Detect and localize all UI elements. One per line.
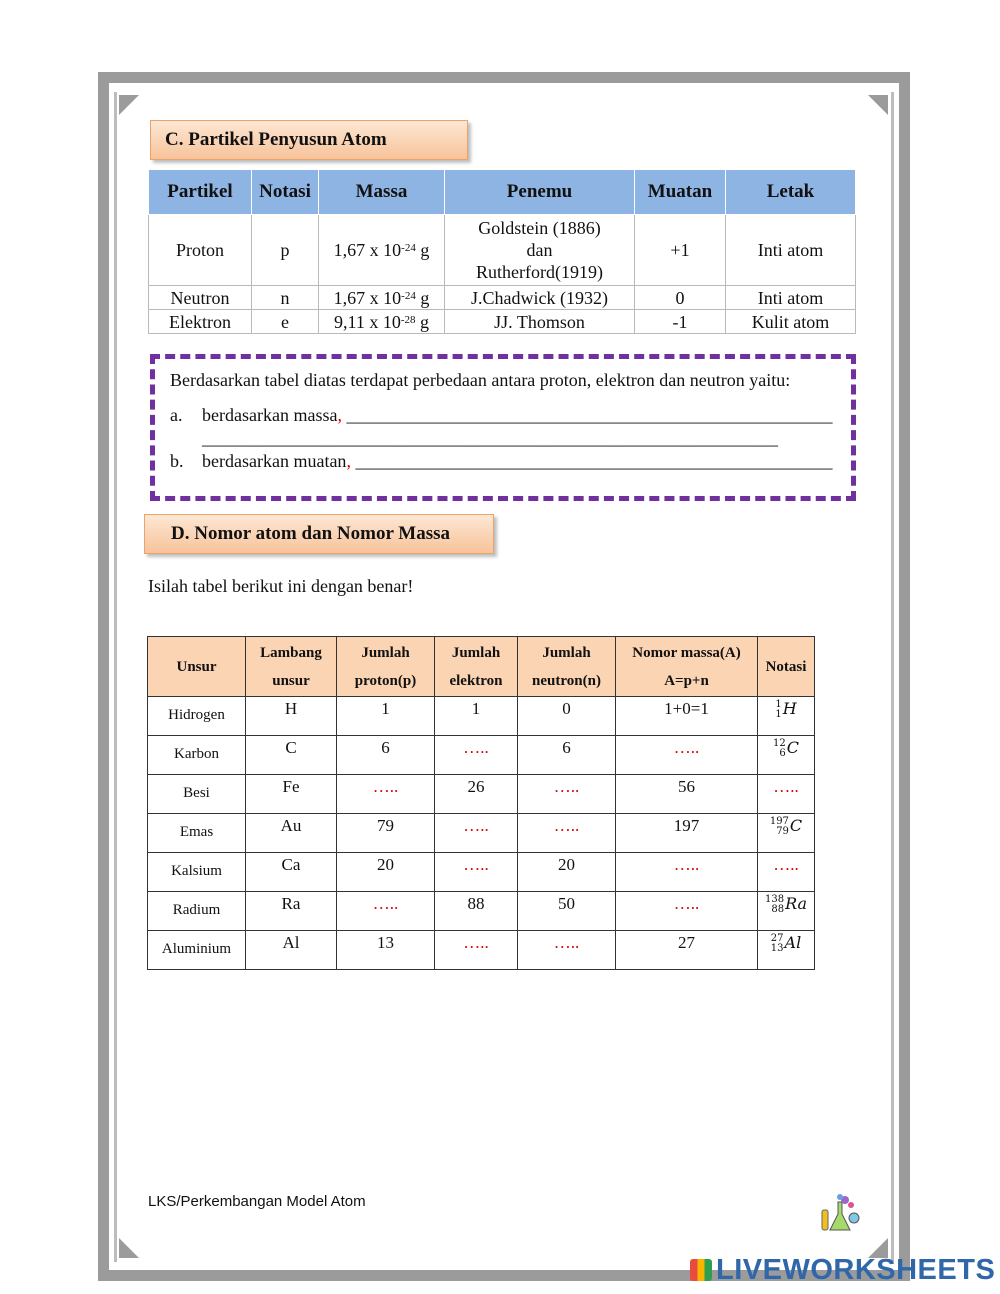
table-row (148, 931, 815, 970)
column-header: Penemu (445, 170, 635, 215)
cell-notasi (758, 736, 815, 775)
column-header: Notasi (252, 170, 319, 215)
cell-unsur: Aluminium (148, 931, 246, 970)
cell-notasi (758, 931, 815, 970)
cell-notasi: p (252, 215, 319, 286)
table-row (149, 310, 856, 334)
massa-base: 1,67 x 10 (333, 287, 402, 308)
massa-unit: g (415, 311, 429, 332)
footer-text: LKS/Perkembangan Model Atom (148, 1193, 366, 1210)
science-flask-icon (818, 1192, 862, 1236)
cell-partikel: Proton (149, 215, 252, 286)
cell-lambang: Al (246, 931, 337, 970)
answer-blank[interactable]: ….. (337, 892, 435, 931)
answer-blank[interactable]: ….. (435, 931, 518, 970)
question-box (150, 354, 856, 501)
answer-blank[interactable]: ….. (435, 853, 518, 892)
element-symbol: Ra (785, 894, 808, 913)
liveworksheets-mark-icon (690, 1259, 712, 1281)
question-intro: Berdasarkan tabel diatas terdapat perbedaan antara proton, elektron dan neutron yaitu: (170, 370, 791, 390)
column-header: Unsur (148, 637, 246, 697)
question-a (170, 404, 832, 427)
answer-blank[interactable]: ….. (616, 892, 758, 931)
column-header: Nomor massa(A) A=p+n (616, 637, 758, 697)
column-header: Letak (726, 170, 856, 215)
cell-proton: 79 (337, 814, 435, 853)
column-header: Muatan (635, 170, 726, 215)
column-header: Jumlah elektron (435, 637, 518, 697)
question-a-label: a. (170, 405, 183, 425)
column-header: Jumlah proton(p) (337, 637, 435, 697)
cell-unsur: Kalsium (148, 853, 246, 892)
element-symbol: C (786, 738, 799, 757)
element-symbol: Al (784, 933, 802, 952)
element-symbol: H (782, 699, 797, 718)
cell-lambang: Au (246, 814, 337, 853)
table-row (148, 814, 815, 853)
element-symbol: C (789, 816, 803, 835)
cell-neutron: 6 (518, 736, 616, 775)
page-frame-left (98, 72, 109, 1281)
cell-proton: 13 (337, 931, 435, 970)
question-b-text: berdasarkan muatan (202, 451, 347, 471)
cell-muatan: 0 (635, 286, 726, 310)
table-header-row (148, 637, 815, 697)
answer-blank[interactable]: ….. (337, 775, 435, 814)
cell-nomor-massa: 1+0=1 (616, 697, 758, 736)
mass-number: 138 (764, 893, 785, 905)
mass-number: 12 (773, 737, 786, 749)
mass-number: 1 (775, 698, 782, 710)
question-b-comma: , (346, 451, 351, 471)
answer-blank[interactable]: ….. (616, 853, 758, 892)
answer-blank[interactable]: ….. (518, 814, 616, 853)
atomic-number: 79 (776, 825, 789, 837)
massa-exponent: -24 (401, 242, 416, 254)
corner-ornament (119, 95, 139, 115)
cell-lambang: C (246, 736, 337, 775)
cell-elektron: 1 (435, 697, 518, 736)
column-header: Partikel (149, 170, 252, 215)
cell-nomor-massa: 56 (616, 775, 758, 814)
cell-massa (319, 215, 445, 286)
column-header: Massa (319, 170, 445, 215)
atomic-number: 88 (771, 903, 785, 915)
cell-nomor-massa: 27 (616, 931, 758, 970)
cell-notasi (758, 697, 815, 736)
question-b (170, 450, 832, 473)
table-row (148, 697, 815, 736)
table-row (148, 892, 815, 931)
answer-blank[interactable]: ….. (758, 775, 815, 814)
table-row (149, 286, 856, 310)
cell-proton: 20 (337, 853, 435, 892)
page-frame-right (899, 72, 910, 1281)
cell-notasi: n (252, 286, 319, 310)
table-row (148, 775, 815, 814)
atomic-number: 1 (775, 708, 782, 720)
atomic-number: 6 (779, 747, 786, 759)
liveworksheets-logo: LIVEWORKSHEETS (690, 1254, 995, 1287)
cell-notasi (758, 892, 815, 931)
cell-letak: Inti atom (726, 286, 856, 310)
massa-exponent: -24 (401, 289, 416, 302)
table-header-row (149, 170, 856, 215)
cell-unsur: Hidrogen (148, 697, 246, 736)
cell-unsur: Karbon (148, 736, 246, 775)
cell-notasi (758, 814, 815, 853)
cell-lambang: H (246, 697, 337, 736)
massa-unit: g (415, 240, 430, 260)
answer-blank[interactable]: ….. (435, 814, 518, 853)
table-row (149, 215, 856, 286)
cell-lambang: Ca (246, 853, 337, 892)
cell-lambang: Ra (246, 892, 337, 931)
corner-ornament (868, 95, 888, 115)
cell-lambang: Fe (246, 775, 337, 814)
penemu-line: dan (526, 240, 553, 260)
mass-number: 27 (770, 932, 784, 944)
question-a-comma: , (337, 405, 342, 425)
question-a-text: berdasarkan massa (202, 405, 338, 425)
corner-ornament (119, 1238, 139, 1258)
cell-partikel: Elektron (149, 310, 252, 334)
massa-unit: g (415, 287, 430, 308)
table-row (148, 853, 815, 892)
answer-blank[interactable]: ….. (518, 775, 616, 814)
penemu-line: Goldstein (1886) (478, 218, 601, 238)
answer-blank[interactable]: ….. (758, 853, 815, 892)
cell-proton: 6 (337, 736, 435, 775)
column-header: Lambang unsur (246, 637, 337, 697)
massa-exponent: -28 (400, 313, 416, 326)
cell-penemu: JJ. Thomson (445, 310, 635, 334)
cell-neutron: 20 (518, 853, 616, 892)
cell-unsur: Radium (148, 892, 246, 931)
cell-neutron: 50 (518, 892, 616, 931)
cell-neutron: 0 (518, 697, 616, 736)
penemu-line: Rutherford(1919) (476, 262, 603, 282)
cell-letak: Inti atom (726, 215, 856, 286)
atomic-number: 13 (770, 942, 784, 954)
answer-blank[interactable]: ….. (435, 736, 518, 775)
cell-elektron: 88 (435, 892, 518, 931)
cell-penemu: J.Chadwick (1932) (445, 286, 635, 310)
cell-massa (319, 286, 445, 310)
page-frame-top (98, 72, 910, 83)
particle-table (148, 169, 856, 334)
cell-proton: 1 (337, 697, 435, 736)
cell-unsur: Emas (148, 814, 246, 853)
mass-number: 197 (769, 815, 789, 827)
column-header: Notasi (758, 637, 815, 697)
element-table (147, 636, 815, 970)
page-frame-left-inner (114, 92, 117, 1262)
cell-penemu (445, 215, 635, 286)
section-d-title: D. Nomor atom dan Nomor Massa (144, 514, 494, 554)
cell-partikel: Neutron (149, 286, 252, 310)
massa-base: 1,67 x 10 (333, 240, 402, 260)
cell-massa (319, 310, 445, 334)
massa-base: 9,11 x 10 (333, 311, 401, 332)
column-header: Jumlah neutron(n) (518, 637, 616, 697)
cell-letak: Kulit atom (726, 310, 856, 334)
cell-muatan: +1 (635, 215, 726, 286)
answer-blank-a2[interactable]: ________________________________________________________________ (202, 428, 778, 448)
question-b-label: b. (170, 451, 184, 471)
cell-nomor-massa: 197 (616, 814, 758, 853)
cell-unsur: Besi (148, 775, 246, 814)
section-c-title: C. Partikel Penyusun Atom (150, 120, 468, 160)
cell-notasi: e (252, 310, 319, 334)
answer-blank-a[interactable]: ______________________________________________________ (341, 405, 833, 425)
answer-blank[interactable]: ….. (518, 931, 616, 970)
instruction-text: Isilah tabel berikut ini dengan benar! (148, 576, 414, 596)
cell-muatan: -1 (635, 310, 726, 334)
page-frame-right-inner (891, 92, 894, 1262)
answer-blank-b[interactable]: _____________________________________________________ (350, 451, 833, 471)
answer-blank[interactable]: ….. (616, 736, 758, 775)
cell-elektron: 26 (435, 775, 518, 814)
table-row (148, 736, 815, 775)
